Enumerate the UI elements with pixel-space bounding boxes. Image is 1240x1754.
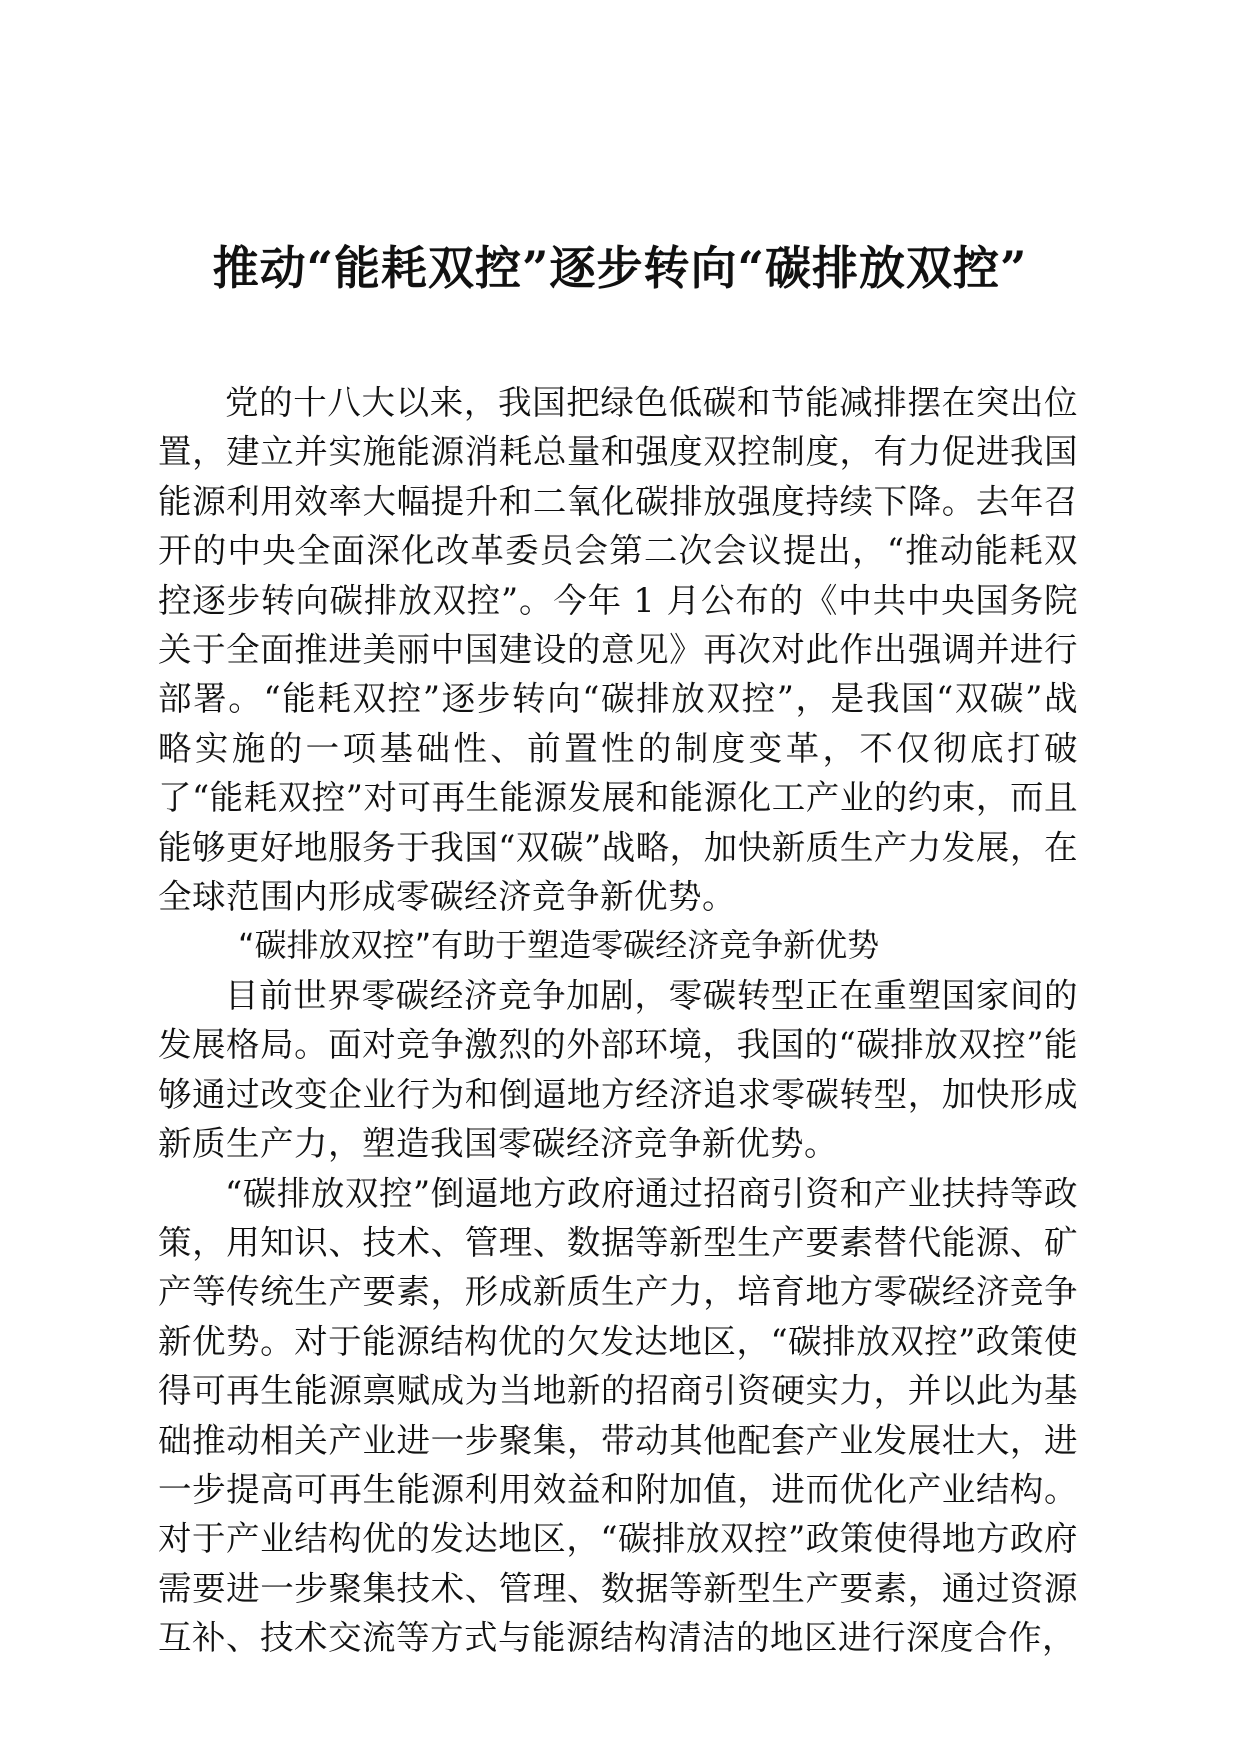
intro-paragraph: 党的十八大以来，我国把绿色低碳和节能减排摆在突出位置，建立并实施能源消耗总量和强度双控制度，有力促进我国能源利用效率大幅提升和二氧化碳排放强度持续下降。去年召开的中央全面深化改革委员会第二次会议提出，“推动能耗双控逐步转向碳排放双控”。今年 1 月公布的《中共中央国务院关于全面推进美丽中国建设的意见》再次对此作出强调并进行部署。“能耗双控”逐步转向“碳排放双控”，是我国“双碳”战略实施的一项基础性、前置性的制度变革，不仅彻底打破了“能耗双控”对可再生能源发展和能源化工产业的约束，而且能够更好地服务于我国“双碳”战略，加快新质生产力发展，在全球范围内形成零碳经济竞争新优势。 — [158, 383, 1078, 917]
document-title: 推动“能耗双控”逐步转向“碳排放双控” — [212, 241, 1028, 295]
section-heading: “碳排放双控”有助于塑造零碳经济竞争新优势 — [238, 926, 880, 965]
section-paragraph-1: 目前世界零碳经济竞争加剧，零碳转型正在重塑国家间的发展格局。面对竞争激烈的外部环境，我国的“碳排放双控”能够通过改变企业行为和倒逼地方经济追求零碳转型，加快形成新质生产力，塑造我国零碳经济竞争新优势。 — [158, 975, 1078, 1164]
section-paragraph-2: “碳排放双控”倒逼地方政府通过招商引资和产业扶持等政策，用知识、技术、管理、数据等新型生产要素替代能源、矿产等传统生产要素，形成新质生产力，培育地方零碳经济竞争新优势。对于能源结构优的欠发达地区，“碳排放双控”政策使得可再生能源禀赋成为当地新的招商引资硬实力，并以此为基础推动相关产业进一步聚集，带动其他配套产业发展壮大，进一步提高可再生能源利用效益和附加值，进而优化产业结构。对于产业结构优的发达地区，“碳排放双控”政策使得地方政府需要进一步聚集技术、管理、数据等新型生产要素，通过资源互补、技术交流等方式与能源结构清洁的地区进行深度合作， — [158, 1173, 1078, 1658]
document-body — [158, 378, 1078, 1663]
